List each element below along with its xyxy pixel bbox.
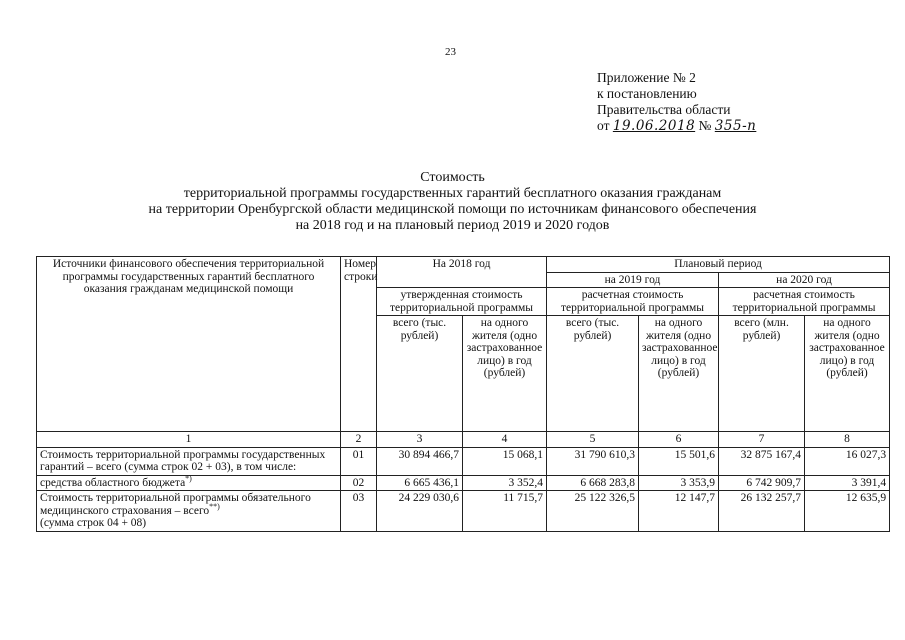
header-2019-per-capita: на одного жителя (одно застрахованное лицо) в год (рублей) (639, 316, 719, 432)
number-prefix: № (698, 118, 712, 133)
header-2018-total: всего (тыс. рублей) (377, 316, 463, 432)
cost-table (36, 256, 890, 532)
header-2018: На 2018 год (377, 257, 547, 288)
document-title (0, 170, 905, 234)
table-row (37, 447, 890, 475)
cell-2019-total: 25 122 326,5 (547, 491, 639, 532)
cell-2019-total: 31 790 610,3 (547, 447, 639, 475)
cell-2020-total: 6 742 909,7 (719, 475, 805, 491)
cell-2020-per-capita: 12 635,9 (805, 491, 890, 532)
date-prefix: от (597, 118, 610, 133)
header-2018-per-capita: на одного жителя (одно застрахованное лицо) в год (рублей) (463, 316, 547, 432)
cell-2020-total: 32 875 167,4 (719, 447, 805, 475)
cell-2020-per-capita: 16 027,3 (805, 447, 890, 475)
cell-2018-total: 6 665 436,1 (377, 475, 463, 491)
cell-2019-total: 6 668 283,8 (547, 475, 639, 491)
row-label-tail: (сумма строк 04 + 08) (40, 517, 147, 529)
appendix-header (597, 70, 756, 134)
header-2020-estimated-cost: расчетная стоимость территориальной программы (719, 288, 890, 316)
appendix-date-line (597, 118, 756, 134)
header-2018-approved-cost: утвержденная стоимость территориальной программы (377, 288, 547, 316)
header-2019: на 2019 год (547, 272, 719, 288)
row-label (37, 475, 341, 491)
cell-2020-per-capita: 3 391,4 (805, 475, 890, 491)
row-number: 02 (341, 475, 377, 491)
title-line-4: на 2018 год и на плановый период 2019 и 2020 годов (295, 218, 610, 233)
row-label: Стоимость территориальной программы государственных гарантий – всего (сумма строк 02 + 03), в том числе: (37, 447, 341, 475)
cell-2019-per-capita: 15 501,6 (639, 447, 719, 475)
cell-2020-total: 26 132 257,7 (719, 491, 805, 532)
col-number: 8 (805, 432, 890, 448)
appendix-line-1: Приложение № 2 (597, 70, 696, 85)
row-label-text: средства областного бюджета (40, 476, 186, 489)
row-label-text: Стоимость территориальной программы обязательного медицинского страхования – всего (40, 492, 311, 517)
appendix-line-2: к постановлению (597, 86, 697, 101)
cell-2018-per-capita: 11 715,7 (463, 491, 547, 532)
header-2020-total: всего (млн. рублей) (719, 316, 805, 432)
header-row-number: Номер строки (341, 257, 377, 432)
header-2019-total: всего (тыс. рублей) (547, 316, 639, 432)
appendix-line-3: Правительства области (597, 102, 731, 117)
col-number: 3 (377, 432, 463, 448)
footnote-mark: *) (185, 473, 192, 483)
cell-2018-per-capita: 3 352,4 (463, 475, 547, 491)
cell-2018-total: 24 229 030,6 (377, 491, 463, 532)
cell-2018-per-capita: 15 068,1 (463, 447, 547, 475)
header-2019-estimated-cost: расчетная стоимость территориальной программы (547, 288, 719, 316)
column-number-row (37, 432, 890, 448)
row-number: 01 (341, 447, 377, 475)
col-number: 5 (547, 432, 639, 448)
col-number: 4 (463, 432, 547, 448)
col-number: 7 (719, 432, 805, 448)
footnote-mark: **) (209, 501, 220, 511)
title-line-1: Стоимость (420, 170, 485, 185)
header-planned-period: Плановый период (547, 257, 890, 273)
page-number: 23 (445, 46, 456, 58)
title-line-3: на территории Оренбургской области медицинской помощи по источникам финансового обеспечения (148, 202, 757, 217)
table-row (37, 491, 890, 532)
cell-2019-per-capita: 12 147,7 (639, 491, 719, 532)
cell-2018-total: 30 894 466,7 (377, 447, 463, 475)
handwritten-number: 355-п (714, 118, 757, 134)
row-label (37, 491, 341, 532)
header-sources: Источники финансового обеспечения территориальной программы государственных гарантий бесплатного оказания гражданам медицинской помощи (37, 257, 341, 432)
title-line-2: территориальной программы государственных гарантий бесплатного оказания гражданам (183, 186, 722, 201)
header-2020: на 2020 год (719, 272, 890, 288)
col-number: 1 (37, 432, 341, 448)
row-number: 03 (341, 491, 377, 532)
col-number: 2 (341, 432, 377, 448)
table-row (37, 475, 890, 491)
handwritten-date: 19.06.2018 (612, 118, 696, 134)
header-row-1 (37, 257, 890, 273)
cell-2019-per-capita: 3 353,9 (639, 475, 719, 491)
header-2020-per-capita: на одного жителя (одно застрахованное лицо) в год (рублей) (805, 316, 890, 432)
col-number: 6 (639, 432, 719, 448)
